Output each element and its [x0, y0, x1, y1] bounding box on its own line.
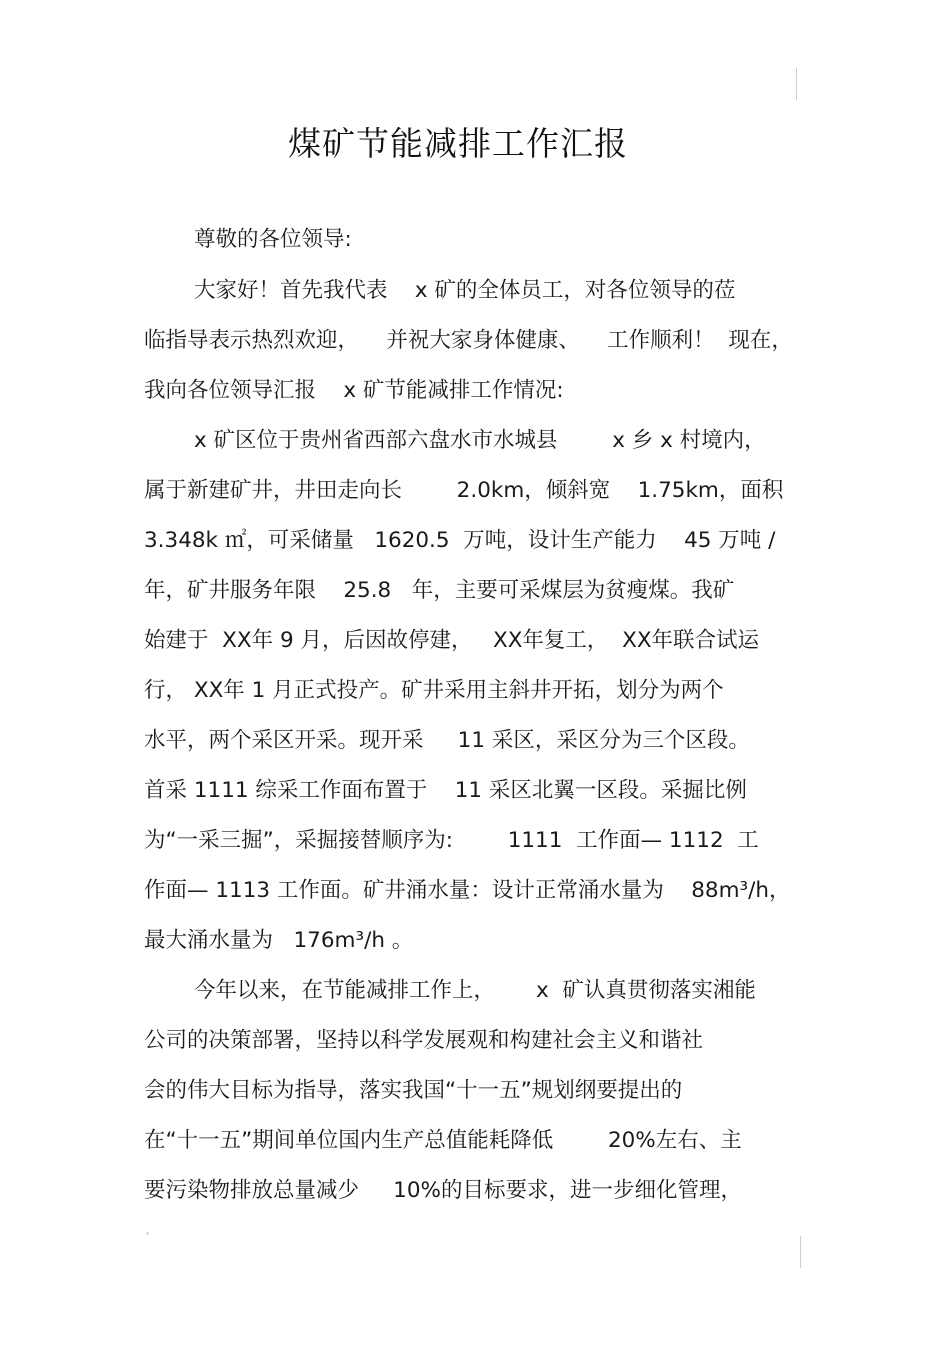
document-title: 煤矿节能减排工作汇报: [288, 124, 628, 163]
body-line: 今年以来，在节能减排工作上， x 矿认真贯彻落实湘能: [194, 978, 756, 1003]
body-line: 要污染物排放总量减少 10%的目标要求，进一步细化管理，: [144, 1178, 742, 1203]
body-line: 公司的决策部署，坚持以科学发展观和构建社会主义和谐社: [144, 1028, 704, 1053]
body-line: 最大涌水量为 176m³/h 。: [144, 928, 414, 953]
body-line: 我向各位领导汇报 x 矿节能减排工作情况:: [144, 378, 564, 403]
body-line: 年，矿井服务年限 25.8 年，主要可采煤层为贫瘦煤。我矿: [144, 578, 735, 603]
body-line: 作面— 1113 工作面。矿井涌水量：设计正常涌水量为 88m³/h，: [144, 878, 791, 903]
body-line: 大家好！首先我代表 x 矿的全体员工，对各位领导的莅: [194, 278, 736, 303]
body-line: 始建于 XX年 9 月，后因故停建， XX年复工， XX年联合试运: [144, 628, 760, 653]
body-line: 为“一采三掘”，采掘接替顺序为: 1111 工作面— 1112 工: [144, 828, 759, 853]
body-line: x 矿区位于贵州省西部六盘水市水城县 x 乡 x 村境内，: [194, 428, 766, 453]
body-line: 3.348k ㎡，可采储量 1620.5 万吨，设计生产能力 45 万吨 /: [144, 528, 776, 553]
page-edge-mark: [800, 1236, 801, 1268]
greeting-line: 尊敬的各位领导:: [194, 227, 352, 252]
body-line: 首采 1111 综采工作面布置于 11 采区北翼一区段。采掘比例: [144, 778, 747, 803]
body-line: 临指导表示热烈欢迎， 并祝大家身体健康、 工作顺利！ 现在，: [144, 328, 793, 353]
page-edge-mark: [796, 68, 797, 100]
body-line: 水平，两个采区开采。现开采 11 采区，采区分为三个区段。: [144, 728, 750, 753]
body-line: 属于新建矿井，井田走向长 2.0km，倾斜宽 1.75km，面积: [144, 478, 784, 503]
body-line: 行， XX年 1 月正式投产。矿井采用主斜井开拓，划分为两个: [144, 678, 724, 703]
scan-dot: [146, 1232, 149, 1235]
body-line: 在“十一五”期间单位国内生产总值能耗降低 20%左右、主: [144, 1128, 742, 1153]
body-line: 会的伟大目标为指导，落实我国“十一五”规划纲要提出的: [144, 1078, 683, 1103]
